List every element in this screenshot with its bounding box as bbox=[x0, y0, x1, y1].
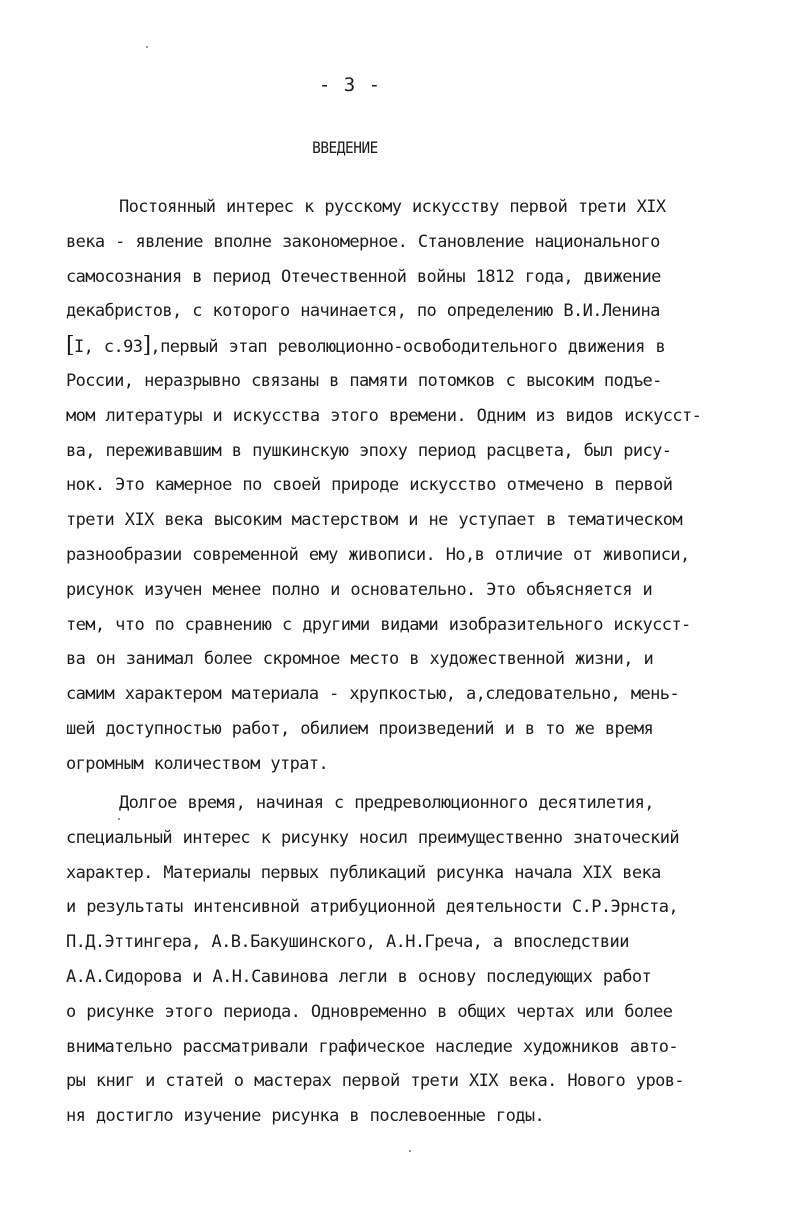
paragraph-2 bbox=[66, 786, 766, 1134]
text-line: шей доступностью работ, обилием произведений и в то же время bbox=[66, 718, 654, 739]
text-line-with-citation: [I, с.93],первый этап революционно-освободительного движения в bbox=[66, 333, 666, 359]
paragraph-1 bbox=[66, 190, 766, 782]
text-line: Постоянный интерес к русскому искусству первой трети XIX bbox=[119, 197, 666, 217]
citation-reference: I, с.93 bbox=[73, 337, 143, 358]
text-line: мом литературы и искусства этого времени. Одним из видов искусст- bbox=[66, 405, 702, 426]
scan-speck bbox=[118, 818, 120, 820]
text-line: ры книг и статей о мастерах первой трети XIX века. Нового уров- bbox=[66, 1071, 684, 1092]
text-line: и результаты интенсивной атрибуционной деятельности С.Р.Эрнста, bbox=[66, 897, 678, 918]
text-line: ва он занимал более скромное место в художественной жизни, и bbox=[66, 649, 654, 670]
text-line: рисунок изучен менее полно и основательно. Это объясняется и bbox=[66, 579, 653, 600]
text-line: специальный интерес к рисунку носил преимущественно знаточеский bbox=[66, 827, 679, 848]
scan-speck bbox=[146, 46, 148, 48]
page-number: - 3 - bbox=[318, 74, 382, 96]
text-line: России, неразрывно связаны в памяти потомков с высоким подъе- bbox=[66, 370, 662, 391]
text-line: Долгое время, начиная с предреволюционного десятилетия, bbox=[119, 793, 654, 813]
text-line: ва, переживавшим в пушкинскую эпоху период расцвета, был рису- bbox=[66, 440, 672, 461]
text-line: трети XIX века высоким мастерством и не уступает в тематическом bbox=[66, 510, 682, 531]
text-line-rest: первый этап революционно-освободительного движения в bbox=[160, 337, 666, 358]
text-line: тем, что по сравнению с другими видами изобразительного искусст- bbox=[66, 614, 691, 635]
text-line: огромным количеством утрат. bbox=[66, 753, 329, 774]
text-line: А.А.Сидорова и А.Н.Савинова легли в основу последующих работ bbox=[66, 966, 652, 987]
scan-speck bbox=[409, 1150, 411, 1152]
text-line: самосознания в период Отечественной войны 1812 года, движение bbox=[66, 266, 661, 287]
text-line: самим характером материала - хрупкостью, а,следовательно, мень- bbox=[66, 684, 679, 705]
section-heading: ВВЕДЕНИЕ bbox=[312, 138, 378, 157]
text-line: века - явление вполне закономерное. Становление национального bbox=[66, 231, 660, 252]
text-line: ня достигло изучение рисунка в послевоенные годы. bbox=[66, 1106, 545, 1127]
text-line: о рисунке этого периода. Одновременно в общих чертах или более bbox=[66, 1001, 673, 1022]
citation-close-bracket: ] bbox=[142, 333, 151, 359]
text-line: разнообразии современной ему живописи. Но,в отличие от живописи, bbox=[66, 544, 690, 565]
text-line: характер. Материалы первых публикаций рисунка начала XIX века bbox=[66, 862, 661, 883]
text-line: внимательно рассматривали графическое наследие художников авто- bbox=[66, 1036, 678, 1057]
citation-open-bracket: [ bbox=[66, 333, 74, 359]
text-line: нок. Это камерное по своей природе искусство отмечено в первой bbox=[66, 475, 673, 496]
text-line: П.Д.Эттингера, А.В.Бакушинского, А.Н.Греча, а впоследствии bbox=[66, 932, 629, 953]
text-line: декабристов, с которого начинается, по определению В.И.Ленина bbox=[66, 301, 660, 322]
